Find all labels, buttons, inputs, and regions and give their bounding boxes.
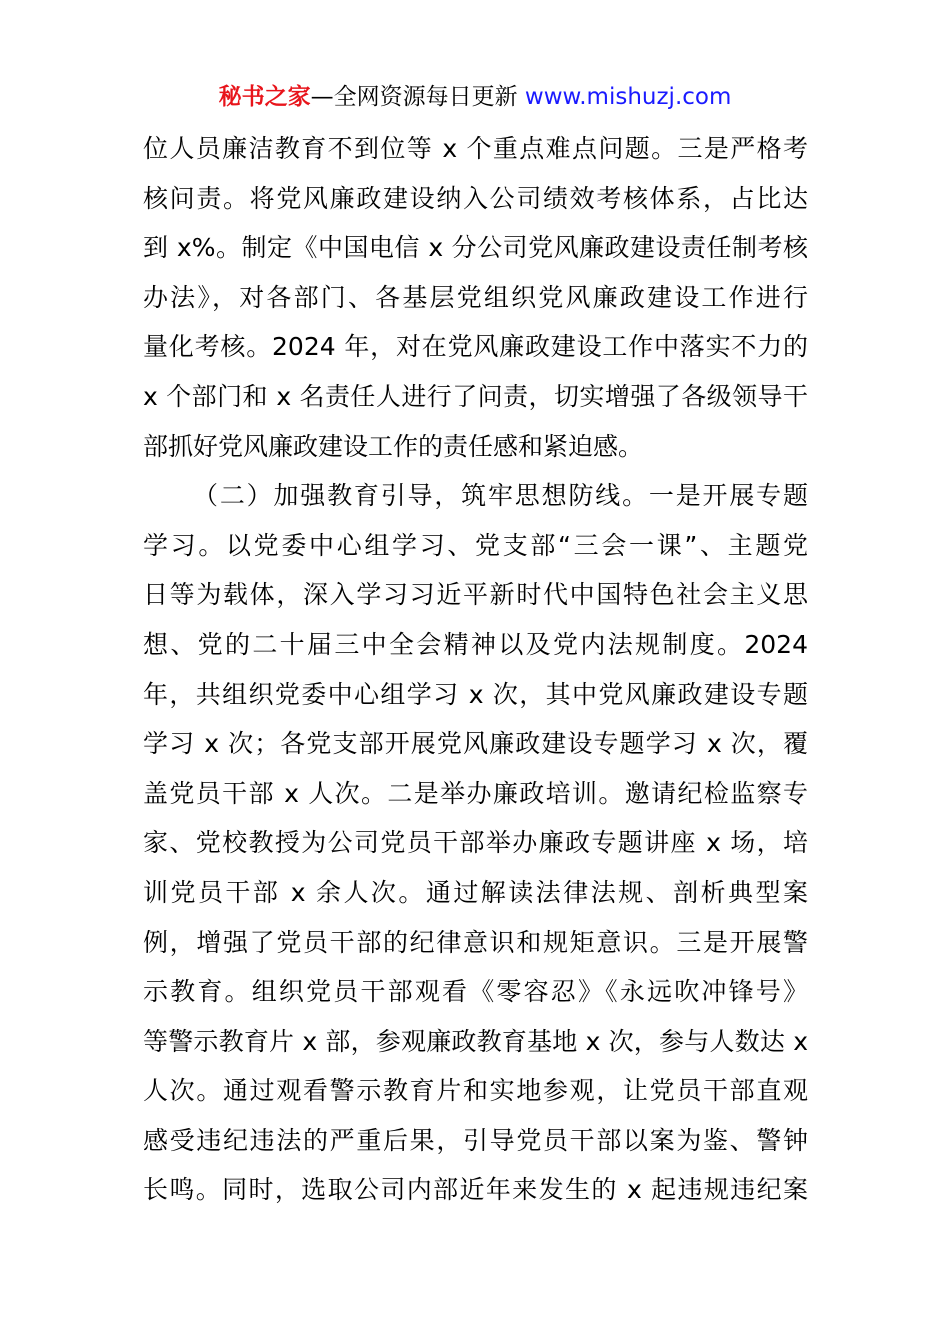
text-line: 到 x%。制定《中国电信 x 分公司党风廉政建设责任制考核: [143, 233, 808, 263]
text-line: 示教育。组织党员干部观看《零容忍》《永远吹冲锋号》: [143, 977, 808, 1007]
page-header: [0, 80, 950, 114]
header-url-link[interactable]: www.mishuzj.com: [524, 84, 732, 110]
text-line: 训党员干部 x 余人次。通过解读法律法规、剖析典型案: [143, 877, 808, 907]
text-line: 学习 x 次；各党支部开展党风廉政建设专题学习 x 次，覆: [143, 729, 808, 759]
text-line: 想、党的二十届三中全会精神以及党内法规制度。2024: [143, 629, 808, 659]
header-tagline: —全网资源每日更新: [310, 84, 525, 110]
text-line: 例，增强了党员干部的纪律意识和规矩意识。三是开展警: [143, 927, 808, 957]
text-line: 核问责。将党风廉政建设纳入公司绩效考核体系，占比达: [143, 183, 808, 213]
text-line: 学习。以党委中心组学习、党支部“三会一课”、主题党: [143, 530, 808, 560]
text-line: 部抓好党风廉政建设工作的责任感和紧迫感。: [143, 431, 644, 461]
text-line: 长鸣。同时，选取公司内部近年来发生的 x 起违规违纪案: [143, 1175, 808, 1205]
text-line: x 个部门和 x 名责任人进行了问责，切实增强了各级领导干: [143, 381, 808, 411]
document-body: [143, 124, 808, 1215]
text-line: 日等为载体，深入学习习近平新时代中国特色社会主义思: [143, 580, 808, 610]
text-line: 办法》，对各部门、各基层党组织党风廉政建设工作进行: [143, 282, 808, 312]
text-line: 年，共组织党委中心组学习 x 次，其中党风廉政建设专题: [143, 679, 808, 709]
text-line: 盖党员干部 x 人次。二是举办廉政培训。邀请纪检监察专: [143, 778, 808, 808]
text-line: （二）加强教育引导，筑牢思想防线。一是开展专题: [193, 481, 808, 511]
text-line: 人次。通过观看警示教育片和实地参观，让党员干部直观: [143, 1076, 808, 1106]
text-line: 家、党校教授为公司党员干部举办廉政专题讲座 x 场，培: [143, 828, 808, 858]
text-line: 感受违纪违法的严重后果，引导党员干部以案为鉴、警钟: [143, 1125, 808, 1155]
header-brand: 秘书之家: [218, 84, 311, 110]
text-line: 量化考核。2024 年，对在党风廉政建设工作中落实不力的: [143, 332, 808, 362]
text-line: 位人员廉洁教育不到位等 x 个重点难点问题。三是严格考: [143, 134, 808, 163]
text-line: 等警示教育片 x 部，参观廉政教育基地 x 次，参与人数达 x: [143, 1026, 808, 1056]
